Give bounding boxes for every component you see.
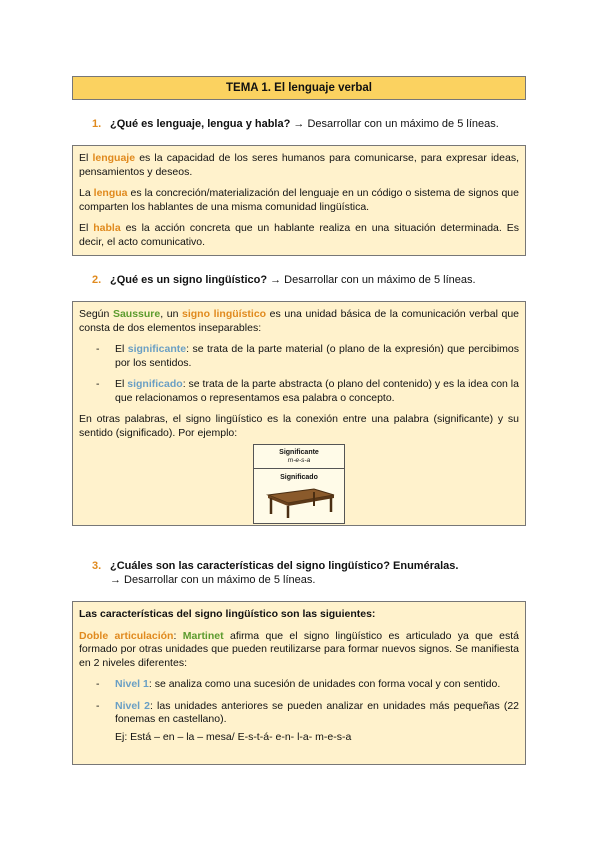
definition-lenguaje: El lenguaje es la capacidad de los seres humanos para comunicarse, para expresar ideas, pensamientos y deseos.: [79, 152, 519, 178]
characteristics-heading: Las características del signo lingüístico son las siguientes:: [79, 608, 376, 620]
term-lenguaje: lenguaje: [92, 152, 136, 164]
question-text: ¿Qué es un signo lingüístico?: [110, 274, 268, 286]
term-nivel-1: Nivel 1: [115, 678, 149, 690]
term-signo: signo lingüístico: [182, 308, 267, 320]
term-significado: significado: [127, 378, 183, 390]
author-martinet: Martinet: [182, 629, 224, 642]
question-2: [92, 273, 476, 287]
question-number: 1.: [92, 118, 102, 130]
term-doble-articulacion: Doble articulación: [79, 629, 174, 642]
question-3: [92, 559, 458, 587]
author-saussure: Saussure: [112, 308, 161, 320]
question-instruction: → Desarrollar con un máximo de 5 líneas.: [110, 574, 316, 586]
term-habla: habla: [93, 222, 121, 234]
question-number: 3.: [92, 560, 102, 572]
sign-intro: Según Saussure, un signo lingüístico es una unidad básica de la comunicación verbal que consta de dos elementos inseparables:: [79, 308, 520, 334]
list-item-nivel-1: - Nivel 1: se analiza como una sucesión de unidades con forma vocal y con sentido.: [96, 678, 501, 690]
list-item-nivel-2: - Nivel 2: las unidades anteriores se pueden analizar en unidades más pequeñas (22 fonemas en castellano).: [96, 699, 519, 725]
definition-habla: El habla es la acción concreta que un hablante realiza en una situación determinada. Es decir, el acto comunicativo.: [79, 222, 519, 248]
question-instruction: → Desarrollar con un máximo de 5 líneas.: [267, 274, 476, 286]
question-text: ¿Qué es lenguaje, lengua y habla?: [110, 118, 291, 130]
sign-example-figure: [253, 444, 345, 524]
page-title: TEMA 1. El lenguaje verbal: [72, 76, 526, 100]
answer-box-3: [72, 601, 526, 765]
sign-outro: En otras palabras, el signo lingüístico es la conexión entre una palabra (significante) y su sentido (significado). Por ejemplo:: [79, 413, 519, 439]
figure-significante: Significante m-e-s-a: [254, 445, 344, 469]
definition-lengua: La lengua es la concreción/materialización del lenguaje en un código o sistema de signos que comparten los hablantes de una misma comunidad lingüística.: [79, 187, 519, 213]
term-nivel-2: Nivel 2: [115, 699, 151, 712]
table-icon: [254, 481, 344, 521]
question-1: [92, 117, 499, 131]
question-text: ¿Cuáles son las características del signo lingüístico? Enuméralas.: [110, 560, 459, 572]
list-item-significado: - El significado: se trata de la parte abstracta (o plano del contenido) y es la idea con la que relacionamos o representamos esa palabra o concepto.: [96, 378, 519, 404]
answer-box-2: [72, 301, 526, 526]
term-significante: significante: [127, 343, 187, 355]
answer-box-1: [72, 145, 526, 256]
list-item-significante: - El significante: se trata de la parte material (o plano de la expresión) que percibimos por los sentidos.: [96, 343, 519, 369]
question-number: 2.: [92, 274, 102, 286]
figure-significado-label: Significado: [280, 474, 318, 481]
question-instruction: → Desarrollar con un máximo de 5 líneas.: [290, 118, 499, 130]
term-lengua: lengua: [93, 187, 128, 199]
doble-articulacion: Doble articulación: Martinet afirma que el signo lingüístico es articulado ya que está formado por otras unidades que pueden reutilizarse para formar nuevos signos. Se manifiesta en 2 niveles diferentes:: [79, 629, 519, 669]
example-line: Ej: Está – en – la – mesa/ E-s-t-á- e-n- l-a- m-e-s-a: [115, 730, 352, 743]
